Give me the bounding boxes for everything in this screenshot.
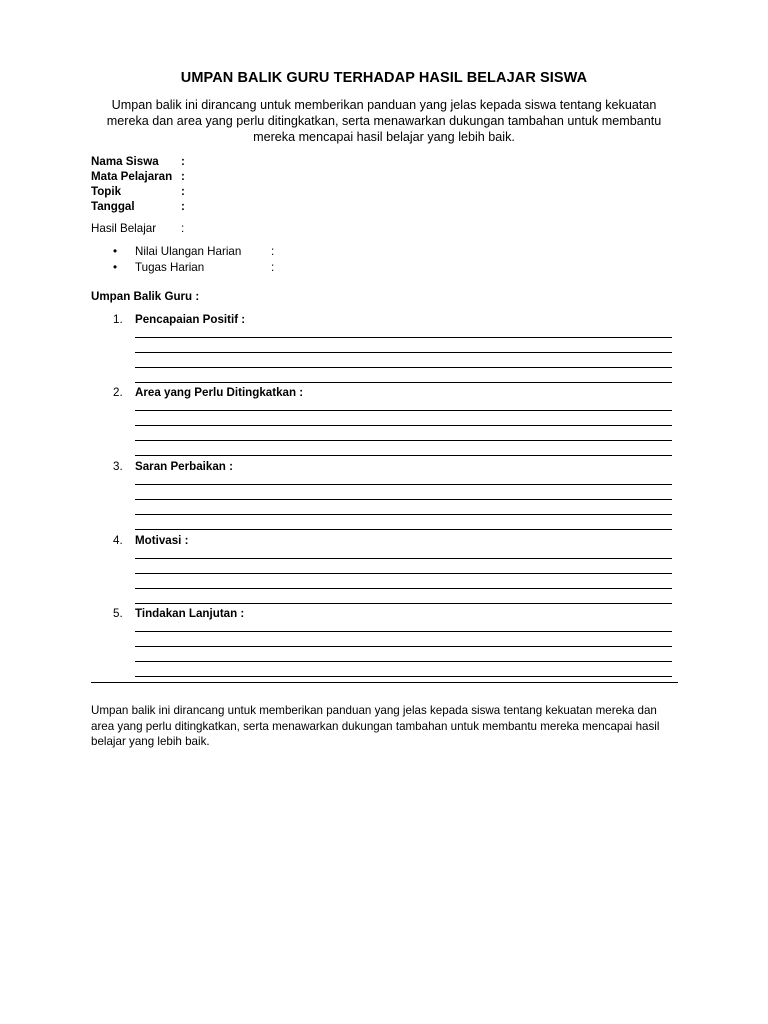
field-label: Nama Siswa bbox=[91, 155, 159, 168]
answer-line[interactable] bbox=[135, 455, 672, 456]
answer-line[interactable] bbox=[135, 661, 672, 662]
section-number: 4. bbox=[113, 534, 123, 547]
field-colon: : bbox=[181, 222, 185, 235]
answer-line[interactable] bbox=[135, 588, 672, 589]
field-colon: : bbox=[181, 170, 185, 183]
section-number: 1. bbox=[113, 313, 123, 326]
answer-line[interactable] bbox=[135, 410, 672, 411]
answer-line[interactable] bbox=[135, 440, 672, 441]
list-item-label: Nilai Ulangan Harian bbox=[135, 245, 242, 258]
section-heading: Area yang Perlu Ditingkatkan : bbox=[135, 386, 304, 399]
field-label: Tanggal bbox=[91, 200, 135, 213]
field-mata-pelajaran bbox=[91, 170, 185, 184]
section-number: 3. bbox=[113, 460, 123, 473]
list-item-label: Tugas Harian bbox=[135, 261, 205, 274]
field-colon: : bbox=[271, 245, 275, 258]
field-topik bbox=[91, 185, 185, 199]
section-heading: Saran Perbaikan : bbox=[135, 460, 233, 473]
intro-paragraph: Umpan balik ini dirancang untuk memberikan panduan yang jelas kepada siswa tentang kekuatan mereka dan area yang perlu ditingkatkan, serta menawarkan dukungan tambahan untuk membantu mereka mencapai hasil belajar yang lebih baik. bbox=[106, 98, 662, 144]
hasil-belajar-label: Hasil Belajar bbox=[91, 222, 157, 235]
field-tanggal bbox=[91, 200, 185, 214]
field-colon: : bbox=[271, 261, 275, 274]
field-label: Mata Pelajaran bbox=[91, 170, 173, 183]
answer-line[interactable] bbox=[135, 646, 672, 647]
section-heading: Tindakan Lanjutan : bbox=[135, 607, 245, 620]
field-label: Topik bbox=[91, 185, 122, 198]
field-nama-siswa bbox=[91, 155, 185, 169]
answer-line[interactable] bbox=[135, 499, 672, 500]
answer-line[interactable] bbox=[135, 367, 672, 368]
answer-line[interactable] bbox=[135, 484, 672, 485]
section-number: 2. bbox=[113, 386, 123, 399]
answer-line[interactable] bbox=[135, 352, 672, 353]
answer-line[interactable] bbox=[135, 676, 672, 677]
answer-line[interactable] bbox=[135, 514, 672, 515]
answer-line[interactable] bbox=[135, 631, 672, 632]
document-title: UMPAN BALIK GURU TERHADAP HASIL BELAJAR SISWA bbox=[180, 70, 588, 86]
umpan-balik-heading: Umpan Balik Guru : bbox=[91, 290, 200, 303]
answer-line[interactable] bbox=[135, 603, 672, 604]
bullet-icon: • bbox=[113, 261, 118, 274]
answer-line[interactable] bbox=[135, 425, 672, 426]
field-colon: : bbox=[181, 185, 185, 198]
bullet-icon: • bbox=[113, 245, 118, 258]
answer-line[interactable] bbox=[135, 382, 672, 383]
hasil-belajar-heading bbox=[91, 222, 185, 236]
answer-line[interactable] bbox=[135, 573, 672, 574]
field-colon: : bbox=[181, 200, 185, 213]
answer-line[interactable] bbox=[135, 558, 672, 559]
section-heading: Motivasi : bbox=[135, 534, 189, 547]
answer-line[interactable] bbox=[135, 337, 672, 338]
field-colon: : bbox=[181, 155, 185, 168]
footer-paragraph: Umpan balik ini dirancang untuk memberikan panduan yang jelas kepada siswa tentang kekuatan mereka dan area yang perlu ditingkatkan, serta menawarkan dukungan tambahan untuk membantu mereka mencapai hasil belajar yang lebih baik. bbox=[91, 704, 660, 748]
divider bbox=[91, 682, 678, 683]
section-heading: Pencapaian Positif : bbox=[135, 313, 246, 326]
section-number: 5. bbox=[113, 607, 123, 620]
answer-line[interactable] bbox=[135, 529, 672, 530]
